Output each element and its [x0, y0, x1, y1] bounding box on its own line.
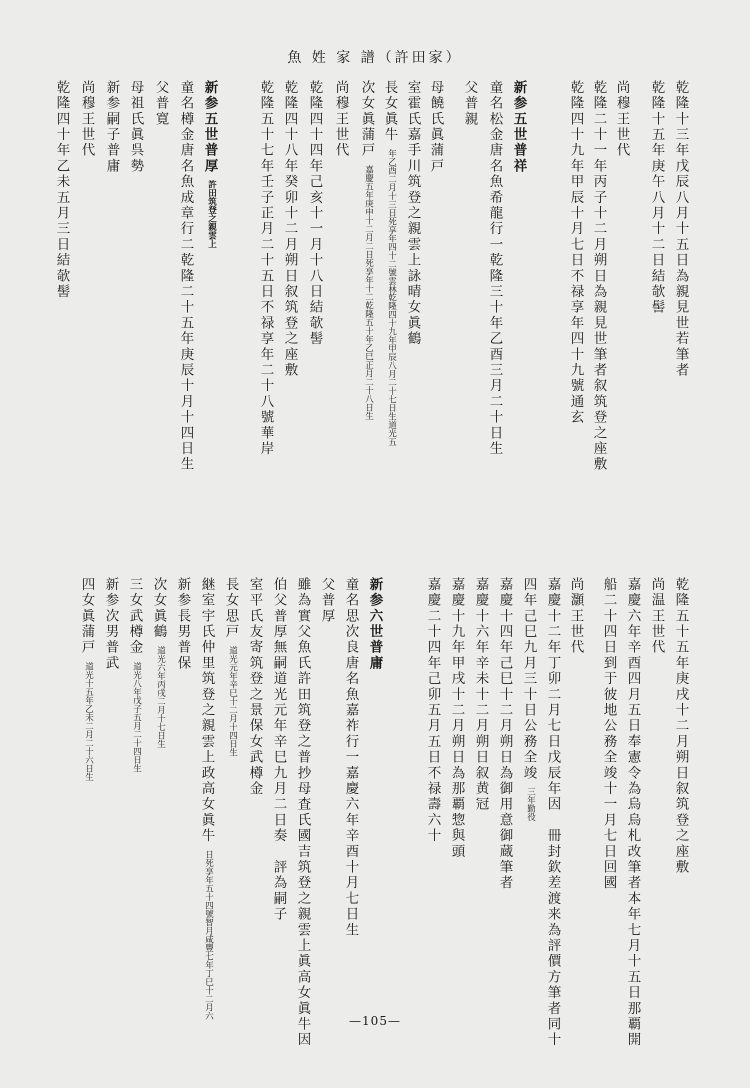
column-text: 新参長男普保 — [174, 577, 191, 672]
column-text: 乾隆四十年乙未五月三日結欹髻 — [53, 80, 70, 300]
annotation-note — [207, 180, 216, 248]
column-text: 新参六世普庸 — [366, 577, 383, 672]
lower-column — [673, 577, 687, 875]
column-text: 乾隆二十一年丙子十二月朔日為親見世筆者叙筑登之座敷 — [590, 80, 607, 473]
column-text: 乾隆十三年戊辰八月十五日為親見世若筆者 — [672, 80, 689, 379]
upper-column — [382, 80, 396, 446]
column-text: 三女武樽金 — [126, 577, 143, 656]
column-text: 新参五世普祥 — [510, 80, 527, 175]
column-text: 嘉慶六年辛酉四月五日奉憲令為烏烏札改筆者本年七月十五日那覇開 — [624, 577, 641, 1048]
note-line: 道光元年辛巳十二月十四日生 — [227, 645, 238, 757]
upper-column — [79, 80, 93, 159]
column-text: 乾隆十五年庚午八月十二日結欹髻 — [648, 80, 665, 316]
upper-column — [153, 80, 167, 127]
page-header: 魚 姓 家 譜（許田家） — [287, 50, 463, 66]
upper-column — [511, 80, 525, 174]
column-text: 長女眞牛 — [381, 80, 398, 143]
note-line: 日死享年五十四號智月 — [203, 849, 214, 935]
column-text: 嘉慶十二年丁卯二月七日戊辰年因 冊封欽差渡来為評價方筆者同十 — [544, 577, 561, 1048]
column-text: 次女眞鶴 — [150, 577, 167, 640]
column-text: 伯父普厚無嗣道光元年辛巳九月二日奏 評為嗣子 — [270, 577, 287, 923]
upper-column — [54, 80, 68, 300]
upper-column — [333, 80, 347, 159]
note-line: 乾隆四十九年甲辰八月二十七日生道光五 — [386, 293, 397, 447]
upper-column — [405, 80, 419, 347]
upper-column — [128, 80, 142, 174]
lower-column — [473, 577, 487, 813]
lower-column — [601, 577, 615, 891]
column-text: 尚灝王世代 — [567, 577, 584, 656]
column-text: 嘉慶十六年辛未十二月朔日叙黄冠 — [472, 577, 489, 813]
lower-column — [425, 577, 439, 844]
lower-column — [449, 577, 463, 860]
note-line: 年乙酉二月十三日死享年四十二號雲林 — [386, 148, 397, 294]
column-text: 室平氏友寄筑登之景保女武樽金 — [246, 577, 263, 797]
upper-column — [359, 80, 373, 420]
column-text: 母饒氏眞蒲戸 — [427, 80, 444, 175]
upper-column — [282, 80, 296, 378]
lower-column — [175, 577, 189, 671]
lower-column — [521, 577, 535, 821]
lower-column — [295, 577, 309, 1048]
upper-column — [202, 80, 216, 248]
column-text: 童名思次良唐名魚嘉祚行一嘉慶六年辛酉十月七日生 — [342, 577, 359, 939]
upper-column — [614, 80, 628, 159]
lower-column — [271, 577, 285, 922]
note-line: 咸豐七年丁巳十二月六 — [203, 934, 214, 1020]
upper-column — [673, 80, 687, 378]
lower-column — [649, 577, 663, 656]
upper-column — [178, 80, 192, 473]
lower-column — [319, 577, 333, 624]
lower-column — [199, 577, 213, 1020]
lower-column — [367, 577, 381, 671]
column-text: 乾隆五十五年庚戌十二月朔日叙筑登之座敷 — [672, 577, 689, 876]
upper-column — [487, 80, 501, 457]
column-text: 乾隆五十七年壬子正月二十五日不禄享年二十八號華岸 — [257, 80, 274, 457]
column-text: 嘉慶二十四年己卯五月五日不禄壽六十 — [424, 577, 441, 844]
lower-column — [343, 577, 357, 938]
note-line: 嘉慶五年庚申十二月二日死享年十二 — [363, 164, 374, 301]
annotation-note — [156, 646, 165, 748]
lower-column — [223, 577, 237, 756]
note-line: 三年 — [525, 787, 536, 805]
lower-column — [127, 577, 141, 772]
column-text: 尚穆王世代 — [332, 80, 349, 159]
annotation-note — [228, 646, 237, 757]
column-text: 父普厚 — [318, 577, 335, 625]
column-text: 尚温王世代 — [648, 577, 665, 656]
column-text: 尚穆王世代 — [78, 80, 95, 159]
column-text: 童名樽金唐名魚成章行二乾隆二十五年庚辰十月十四日生 — [177, 80, 194, 473]
column-text: 次女眞蒲戸 — [358, 80, 375, 159]
lower-column — [247, 577, 261, 797]
lower-column — [103, 577, 117, 671]
note-line: 勤役 — [525, 804, 536, 822]
column-text: 長女思戸 — [222, 577, 239, 640]
lower-column — [568, 577, 582, 656]
column-text: 四女眞蒲戸 — [78, 577, 95, 656]
upper-column — [307, 80, 321, 347]
lower-column — [151, 577, 165, 748]
column-text: 童名松金唐名魚希龍行一乾隆三十年乙酉三月二十日生 — [486, 80, 503, 457]
annotation-note — [364, 165, 373, 420]
column-text: 尚穆王世代 — [613, 80, 630, 159]
column-text: 父普親 — [461, 80, 478, 128]
annotation-note — [132, 662, 141, 773]
column-text: 乾隆四十四年己亥十一月十八日結欹髻 — [306, 80, 323, 347]
lower-column — [497, 577, 511, 891]
column-text: 船二十四日到于彼地公務全竣十一月七日回國 — [600, 577, 617, 891]
column-text: 継室宇氏仲里筑登之親雲上政高女眞牛 — [198, 577, 215, 844]
note-line: 乾隆五十年乙巳正月二十八日生 — [363, 300, 374, 420]
column-text: 父普寛 — [152, 80, 169, 128]
annotation-note — [387, 149, 396, 447]
column-text: 新参次男普武 — [102, 577, 119, 672]
note-line: 道光十五年乙未二月二十六日生 — [83, 661, 94, 781]
upper-column — [104, 80, 118, 174]
column-text: 母祖氏眞呉勢 — [127, 80, 144, 175]
column-text: 乾隆四十九年甲辰十月七日不禄享年四十九號通玄 — [567, 80, 584, 426]
upper-column — [428, 80, 442, 174]
upper-column — [649, 80, 663, 316]
upper-column — [258, 80, 272, 457]
note-line: 許田筑登之親雲上 — [206, 180, 217, 249]
column-text: 四年己巳九月三十日公務全竣 — [520, 577, 537, 782]
annotation-note — [204, 850, 213, 1020]
column-text: 嘉慶十四年己巳十二月朔日為御用意御蔵筆者 — [496, 577, 513, 891]
column-text: 乾隆四十八年癸卯十二月朔日叙筑登之座敷 — [281, 80, 298, 379]
annotation-note — [526, 787, 535, 821]
upper-column — [591, 80, 605, 473]
column-text: 嘉慶十九年甲戌十二月朔日為那覇惣與頭 — [448, 577, 465, 860]
note-line: 道光六年丙戌二月十七日生 — [155, 645, 166, 748]
annotation-note — [84, 662, 93, 781]
column-text: 室霍氏嘉手川筑登之親雲上詠晴女眞鶴 — [404, 80, 421, 347]
upper-column — [462, 80, 476, 127]
lower-column — [545, 577, 559, 1048]
note-line: 道光八年戊子五月二十四日生 — [131, 661, 142, 772]
column-text: 雖為實父魚氏許田筑登之普抄母査氏國吉筑登之親雲上眞高女眞牛因 — [294, 577, 311, 1048]
upper-column — [568, 80, 582, 425]
column-text: 新参五世普厚 — [201, 80, 218, 175]
page-number: —105— — [349, 1014, 401, 1028]
column-text: 新参嗣子普庸 — [103, 80, 120, 175]
lower-column — [79, 577, 93, 781]
lower-column — [625, 577, 639, 1048]
